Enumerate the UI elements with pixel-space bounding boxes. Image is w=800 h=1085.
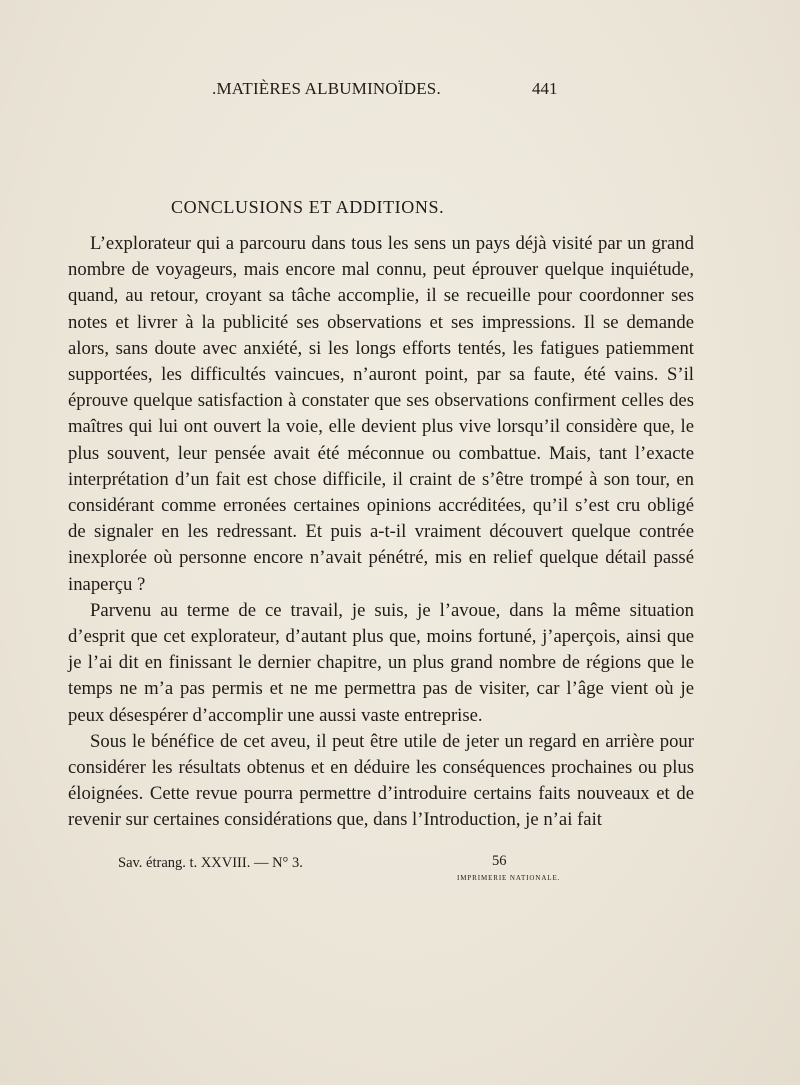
- printer-imprint: IMPRIMERIE NATIONALE.: [457, 874, 561, 882]
- running-head: .MATIÈRES ALBUMINOÏDES.: [212, 79, 441, 98]
- body-text: [68, 231, 694, 834]
- footer-signature: Sav. étrang. t. XXVIII. — N° 3.: [118, 855, 303, 871]
- page-number: 441: [532, 79, 558, 98]
- footer-sheet-number: 56: [492, 853, 507, 869]
- paragraph: L’explorateur qui a parcouru dans tous les sens un pays déjà visité par un grand nombre de voyageurs, mais encore mal connu, peut éprouver quelque inquiétude, quand, au retour, croyant sa tâche accomplie, il se recueille pour coordonner ses notes et livrer à la publicité ses observations et ses impressions. Il se demande alors, sans doute avec anxiété, si les longs efforts tentés, les fatigues patiemment supportées, les difficultés vaincues, n’auront point, par sa faute, été vains. S’il éprouve quelque satisfaction à constater que ses observations confirment celles des maîtres qui lui ont ouvert la voie, elle devient plus vive lorsqu’il considère que, le plus souvent, leur pensée avait été méconnue ou combattue. Mais, tant l’exacte interprétation d’un fait est chose difficile, il craint de s’être trompé à son tour, en considérant comme erronées certaines opinions accréditées, qu’il s’est cru obligé de signaler en les redressant. Et puis a-t-il vraiment découvert quelque contrée inexplorée où personne encore n’avait pénétré, mis en relief quelque détail passé inaperçu ?: [68, 233, 694, 595]
- paragraph: Sous le bénéfice de cet aveu, il peut être utile de jeter un regard en arrière pour considérer les résultats obtenus et en déduire les conséquences prochaines ou plus éloignées. Cette revue pourra permettre d’introduire certains faits nouveaux et de revenir sur certaines considérations que, dans l’Introduction, je n’ai fait: [68, 730, 694, 831]
- paragraph: Parvenu au terme de ce travail, je suis, je l’avoue, dans la même situation d’esprit que cet explorateur, d’autant plus que, moins fortuné, j’aperçois, ainsi que je l’ai dit en finissant le dernier chapitre, un plus grand nombre de régions que le temps ne m’a pas permis et ne me permettra pas de visiter, car l’âge vient où je peux désespérer d’accomplir une aussi vaste entreprise.: [68, 599, 694, 726]
- section-title: CONCLUSIONS ET ADDITIONS.: [171, 197, 445, 217]
